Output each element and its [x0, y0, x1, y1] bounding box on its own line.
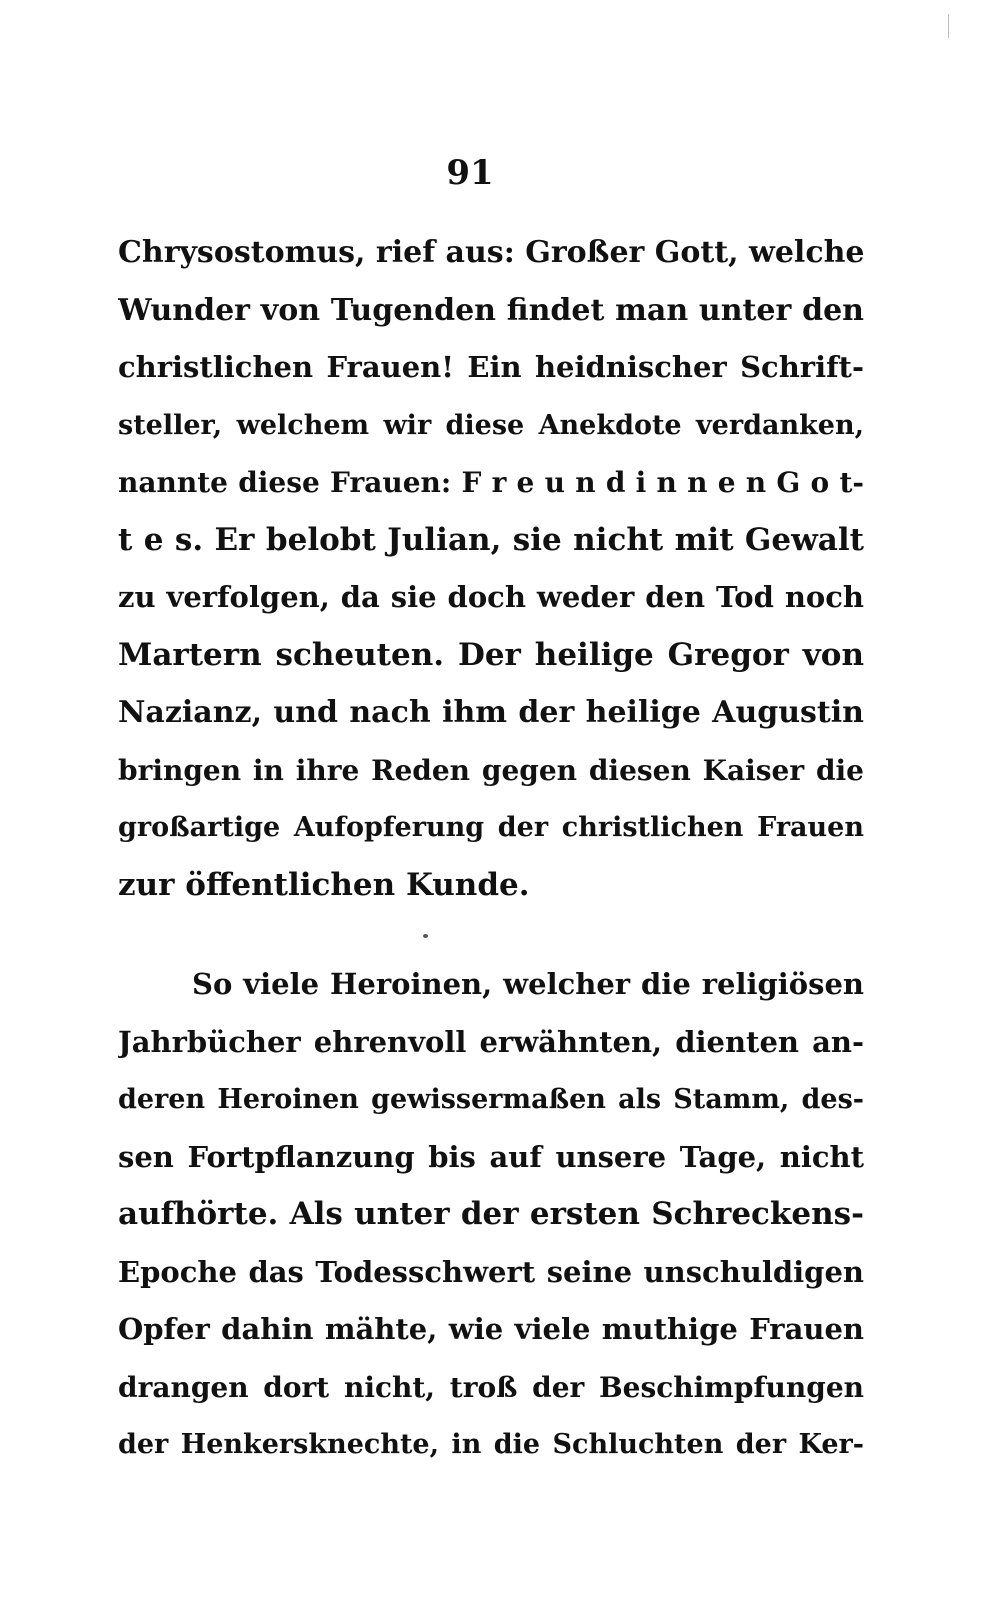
text-line: christlichen Frauen! Ein heidnischer Schrift- [118, 350, 864, 384]
text-line: Martern scheuten. Der heilige Gregor von [118, 636, 864, 673]
stray-dot [423, 934, 428, 938]
text-line: So viele Heroinen, welcher die religiösen [192, 967, 864, 1001]
text-line: sen Fortpflanzung bis auf unsere Tage, nicht [118, 1139, 864, 1174]
page-number: 91 [446, 153, 494, 193]
scan-edge-mark [948, 14, 949, 38]
text-line: der Henkersknechte, in die Schluchten der Ker- [118, 1429, 864, 1460]
text-line: t e s. Er belobt Julian, sie nicht mit Gewalt [118, 521, 864, 558]
text-line: aufhörte. Als unter der ersten Schreckens- [118, 1196, 864, 1232]
paragraph-2 [118, 956, 864, 1474]
text-line: Wunder von Tugenden findet man unter den [118, 292, 864, 328]
text-line: bringen in ihre Reden gegen diesen Kaiser die [118, 753, 864, 787]
paragraph-1 [118, 224, 864, 914]
text-line: zu verfolgen, da sie doch weder den Tod noch [118, 580, 864, 614]
text-line: deren Heroinen gewissermaßen als Stamm, des- [118, 1084, 864, 1115]
text-line: Chrysostomus, rief aus: Großer Gott, welche [118, 235, 864, 270]
text-line: drangen dort nicht, troß der Beschimpfungen [118, 1370, 864, 1404]
text-line: zur öffentlichen Kunde. [118, 866, 530, 903]
text-line: großartige Aufopferung der christlichen Frauen [118, 812, 864, 843]
text-line: steller, welchem wir diese Anekdote verdanken, [118, 409, 864, 441]
text-line: Opfer dahin mähte, wie viele muthige Frauen [118, 1312, 864, 1346]
text-line: Nazianz, und nach ihm der heilige Augustin [118, 695, 864, 730]
text-line: Epoche das Todesschwert seine unschuldigen [118, 1254, 864, 1289]
text-line: nannte diese Frauen: F r e u n d i n n e n G o t- [118, 466, 864, 499]
text-line: Jahrbücher ehrenvoll erwähnten, dienten an- [118, 1024, 864, 1059]
